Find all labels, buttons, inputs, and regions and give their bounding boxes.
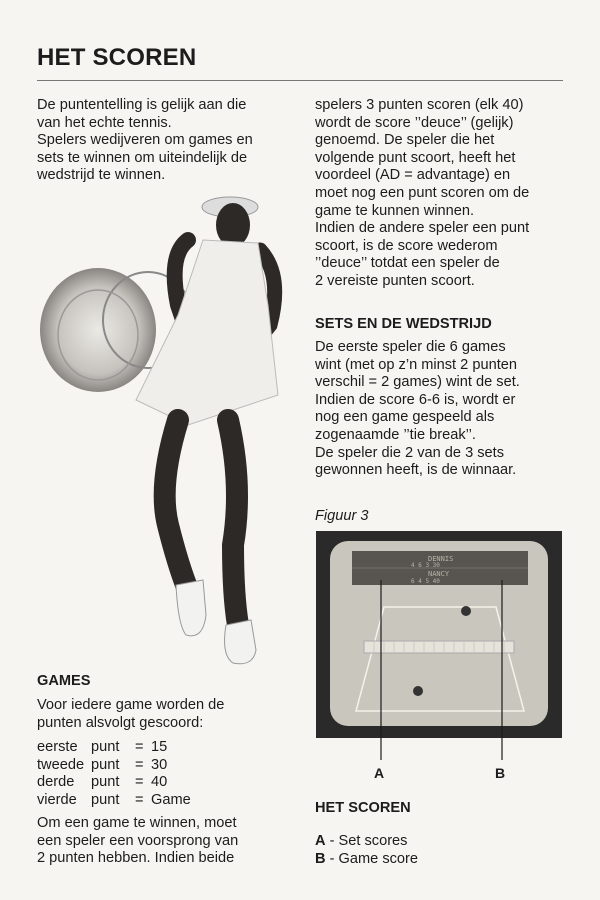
paragraph-line: punten alsvolgt gescoord: [37, 714, 204, 731]
player-top [461, 606, 471, 616]
sets-heading: SETS EN DE WEDSTRIJD [315, 316, 492, 332]
scoreboard-line-1: DENNIS [428, 555, 454, 563]
paragraph-line: Om een game te winnen, moet [37, 815, 237, 831]
scoreboard-line-3: NANCY [428, 570, 450, 578]
figure-caption: Figuur 3 [315, 508, 369, 524]
label-b: B [495, 765, 506, 781]
points-word: punt [91, 756, 120, 773]
paragraph-line: wordt de score ’’deuce’’ (gelijk) [315, 114, 514, 131]
legend-sep: - [325, 850, 339, 867]
player-bottom [413, 686, 423, 696]
paragraph-line: nog een game gespeeld als [315, 409, 495, 426]
paragraph-line: Indien de score 6-6 is, wordt er [315, 391, 516, 408]
legend-text: Game score [338, 850, 419, 867]
legend-key: B [315, 850, 326, 867]
points-ordinal: vierde [37, 791, 77, 808]
games-rest-paragraph [37, 815, 297, 868]
paragraph-line: De eerste speler die 6 games [315, 339, 506, 355]
paragraph-line: wint (met op z’n minst 2 punten [315, 356, 517, 373]
paragraph-line: een speler een voorsprong van [37, 832, 239, 849]
legend-key: A [315, 833, 326, 849]
points-value: 40 [151, 774, 168, 791]
paragraph-line: spelers 3 punten scoren (elk 40) [315, 97, 524, 113]
points-row [37, 774, 191, 792]
label-a: A [374, 765, 385, 781]
figure-legend [315, 833, 418, 868]
paragraph-line: voordeel (AD = advantage) en [315, 167, 511, 184]
points-value: Game [151, 791, 191, 808]
points-ordinal: tweede [37, 756, 85, 773]
paragraph-line: 2 vereiste punten scoort. [315, 272, 475, 289]
paragraph-line: verschil = 2 games) wint de set. [315, 374, 520, 391]
tennis-player-photo [38, 185, 298, 665]
sets-paragraph [315, 339, 575, 480]
score-heading: HET SCOREN [315, 800, 411, 816]
paragraph-line: scoort, is de score wederom [315, 237, 498, 254]
legend-item [315, 851, 418, 869]
intro-paragraph [37, 97, 287, 185]
page-title: HET SCOREN [37, 44, 197, 71]
scoreboard-line-4: 6 4 5 40 [411, 578, 440, 585]
points-equals: = [135, 774, 144, 791]
tennis-net [364, 641, 514, 653]
paragraph-line: Indien de andere speler een punt [315, 220, 530, 237]
paragraph-line: De speler die 2 van de 3 sets [315, 444, 505, 461]
points-equals: = [135, 791, 144, 808]
paragraph-line: moet nog een punt scoren om de [315, 184, 530, 201]
paragraph-line: ’’deuce’’ totdat een speler de [315, 255, 500, 272]
legend-item [315, 833, 418, 851]
points-row [37, 739, 191, 757]
scoring-continued-paragraph [315, 97, 575, 291]
intro-line: van het echte tennis. [37, 114, 172, 131]
paragraph-line: gewonnen heeft, is de winnaar. [315, 462, 517, 479]
games-heading: GAMES [37, 673, 91, 689]
points-table [37, 739, 191, 809]
intro-line: Spelers wedijveren om games en [37, 132, 253, 149]
points-value: 30 [151, 756, 168, 773]
points-ordinal: eerste [37, 739, 78, 755]
intro-line: sets te winnen om uiteindelijk de [37, 149, 248, 166]
figure-pointer-labels [316, 738, 562, 783]
points-value: 15 [151, 739, 168, 755]
scoreboard-line-2: 4 6 3 30 [411, 562, 440, 569]
points-equals: = [135, 739, 144, 755]
points-equals: = [135, 756, 144, 773]
paragraph-line: Voor iedere game worden de [37, 697, 225, 713]
points-row [37, 757, 191, 775]
game-screen-figure [316, 531, 562, 738]
points-word: punt [91, 774, 120, 791]
points-word: punt [91, 791, 120, 808]
points-row [37, 792, 191, 810]
points-word: punt [91, 739, 120, 755]
legend-sep: - [325, 833, 339, 849]
legend-text: Set scores [338, 833, 408, 849]
paragraph-line: game te kunnen winnen. [315, 202, 475, 219]
paragraph-line: 2 punten hebben. Indien beide [37, 850, 235, 867]
points-ordinal: derde [37, 774, 75, 791]
paragraph-line: zogenaamde ’’tie break’’. [315, 426, 476, 443]
intro-line: wedstrijd te winnen. [37, 167, 166, 184]
paragraph-line: volgende punt scoort, heeft het [315, 149, 516, 166]
games-intro [37, 697, 287, 732]
paragraph-line: genoemd. De speler die het [315, 132, 495, 149]
intro-line: De puntentelling is gelijk aan die [37, 97, 247, 113]
title-divider [37, 80, 563, 81]
